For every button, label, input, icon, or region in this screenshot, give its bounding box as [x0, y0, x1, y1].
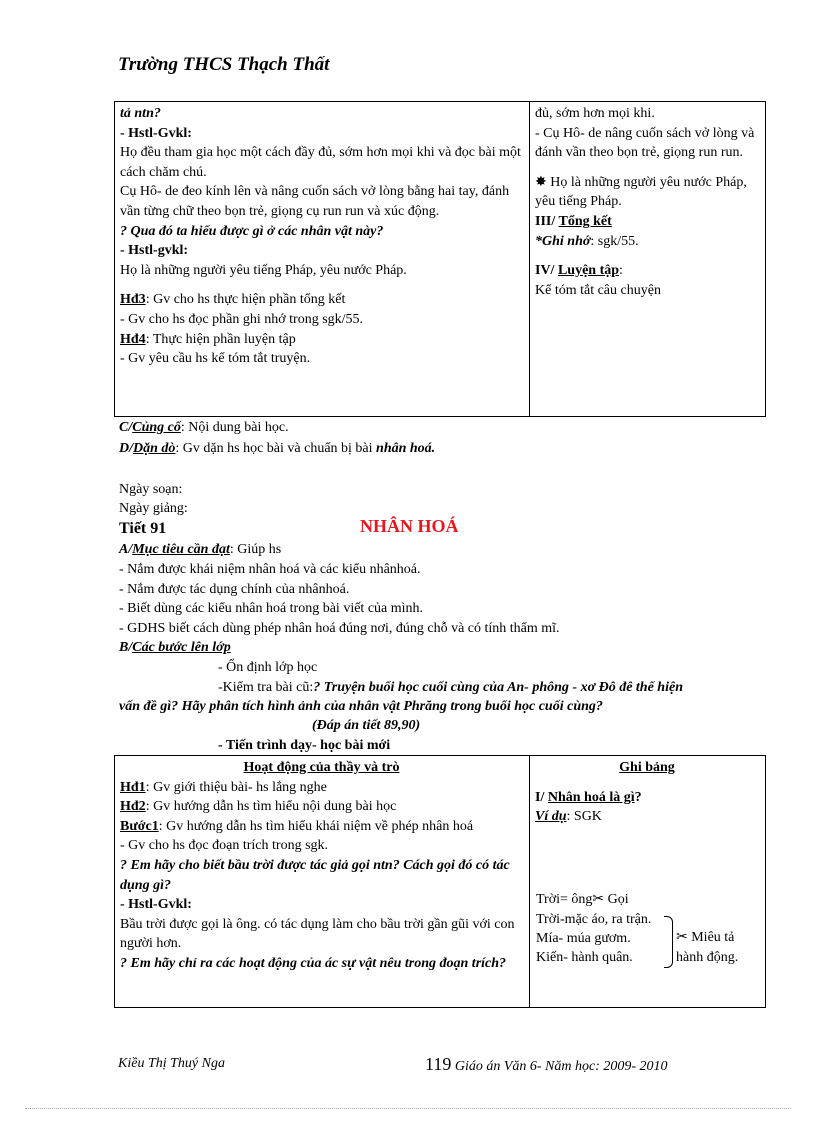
example-row: Trời= ông✂ Gọi — [536, 891, 629, 907]
ngay-soan: Ngày soạn: — [119, 482, 183, 497]
page-number: 119 — [425, 1054, 452, 1074]
author-name: Kiều Thị Thuý Nga — [118, 1056, 225, 1071]
ghi-nho-line: *Ghi nhớ: sgk/55. — [535, 233, 639, 249]
question-line: tả ntn? — [120, 106, 161, 121]
example-row: Kiến- hành quân. — [536, 950, 633, 965]
note-text: đủ, sớm hơn mọi khi. — [535, 106, 655, 121]
step-item-cont: vấn đề gì? Hãy phân tích hình ảnh của nhân vật Phrăng trong buổi học cuối cùng? — [119, 699, 603, 714]
objective-heading: A/Mục tiêu cần đạt: Giúp hs — [119, 542, 282, 557]
lesson-number: Tiết 91 — [119, 520, 167, 537]
activity-line: Hđ4: Thực hiện phần luyện tập — [120, 331, 296, 347]
step-item: - Ổn định lớp học — [218, 660, 318, 675]
flower-bullet-icon: ✸ — [535, 173, 547, 190]
answer-text: Họ đều tham gia học một cách đầy đủ, sớm hơn mọi khi và đọc bài một cách chăm chú. — [120, 145, 521, 180]
section-heading: III/ Tổng kết — [535, 213, 612, 229]
steps-heading: B/Các bước lên lớp — [119, 640, 231, 655]
page-divider — [25, 1108, 791, 1109]
lesson-title: NHÂN HOÁ — [360, 516, 459, 536]
ngay-giang: Ngày giảng: — [119, 501, 188, 516]
note-text: Kể tóm tắt câu chuyện — [535, 282, 661, 298]
question-line: ? Qua đó ta hiểu được gì ở các nhân vật này? — [120, 223, 384, 239]
scissors-icon: ✂ — [676, 929, 688, 945]
scissors-icon: ✂ — [592, 891, 605, 907]
example-note: hành động. — [676, 950, 739, 965]
answer-text: Họ là những người yêu tiếng Pháp, yêu nước Pháp. — [120, 262, 407, 278]
course-info: Giáo án Văn 6- Năm học: 2009- 2010 — [454, 1059, 668, 1074]
activity-label: Hđ4 — [120, 331, 146, 347]
question-line: ? Em hãy cho biết bầu trời được tác giả gọi ntn? Cách gọi đó có tác dụng gì? — [120, 857, 510, 893]
objective-item: - Nắm được khái niệm nhân hoá và các kiểu nhânhoá. — [119, 562, 421, 577]
answer-text: Cụ Hô- de đeo kính lên và nâng cuốn sách vở lòng bằng hai tay, đánh vần từng chữ theo bọn trẻ, giọng cụ run run và xúc động. — [120, 184, 510, 219]
example-row: Mía- múa gươm. — [536, 931, 631, 946]
objective-item: - Biết dùng các kiểu nhân hoá trong bài viết của mình. — [119, 601, 424, 616]
section-heading: IV/ Luyện tập: — [535, 263, 623, 279]
activity-line: Bước1: Gv hướng dẫn hs tìm hiểu khái niệm về phép nhân hoá — [120, 818, 474, 834]
dan-do-line: D/Dặn dò: Gv dặn hs học bài và chuẩn bị bài nhân hoá. — [119, 441, 436, 456]
table2-left-cell — [115, 756, 530, 1008]
column-header: Hoạt động của thầy và trò — [243, 760, 400, 775]
cung-co-line: C/Củng cố: Nội dung bài học. — [119, 420, 289, 435]
activity-line: Hđ2: Gv hướng dẫn hs tìm hiểu nội dung bài học — [120, 799, 397, 815]
answer-heading: - Hstl-Gvkl: — [120, 897, 192, 913]
question-line: ? Em hãy chỉ ra các hoạt động của ác sự vật nêu trong đoạn trích? — [120, 955, 507, 971]
objective-item: - GDHS biết cách dùng phép nhân hoá đúng nơi, đúng chỗ và có tính thẩm mĩ. — [119, 621, 560, 636]
section-heading: I/ Nhân hoá là gì? — [535, 789, 642, 805]
answer-heading: - Hstl-gvkl: — [120, 243, 189, 259]
column-header: Ghi bảng — [619, 760, 675, 775]
table1-right-cell — [530, 102, 766, 417]
example-line: Ví dụ: SGK — [535, 809, 602, 825]
answer-ref: (Đáp án tiết 89,90) — [312, 718, 421, 733]
lesson-table-top — [114, 101, 766, 417]
school-name: Trường THCS Thạch Thất — [118, 54, 330, 75]
page-footer — [425, 1054, 668, 1075]
activity-line: Hđ3: Gv cho hs thực hiện phần tổng kết — [120, 292, 346, 308]
table1-left-cell — [115, 102, 530, 417]
brace-shape — [664, 916, 673, 968]
note-conclusion: ✸ Họ là những người yêu nước Pháp, yêu tiếng Pháp. — [535, 173, 747, 210]
activity-line: Hđ1: Gv giới thiệu bài- hs lắng nghe — [120, 779, 327, 795]
step-item: -Kiểm tra bài cũ:? Truyện buổi học cuối cùng của An- phông - xơ Đô đê thể hiện — [218, 680, 683, 695]
note-text: - Cụ Hô- de nâng cuốn sách vở lòng và đánh vần theo bọn trẻ, giọng run run. — [535, 125, 755, 161]
activity-label: Hđ3 — [120, 292, 146, 308]
example-diagram — [536, 890, 760, 980]
activity-detail: - Gv cho hs đọc đoạn trích trong sgk. — [120, 838, 329, 854]
objective-item: - Nắm được tác dụng chính của nhânhoá. — [119, 582, 350, 597]
activity-detail: - Gv yêu cầu hs kể tóm tắt truyện. — [120, 351, 311, 367]
answer-text: Bầu trời được gọi là ông. có tác dụng làm cho bầu trời gần gũi với con người hơn. — [120, 916, 515, 952]
activity-detail: - Gv cho hs đọc phần ghi nhớ trong sgk/55. — [120, 311, 364, 327]
example-note: ✂ Miêu tả — [676, 929, 735, 945]
table2-right-cell — [530, 756, 766, 1008]
example-row: Trời-mặc áo, ra trận. — [536, 912, 652, 927]
lesson-table-bottom — [114, 755, 766, 1008]
answer-heading: - Hstl-Gvkl: — [120, 125, 192, 141]
step-item: - Tiến trình dạy- học bài mới — [218, 738, 391, 753]
